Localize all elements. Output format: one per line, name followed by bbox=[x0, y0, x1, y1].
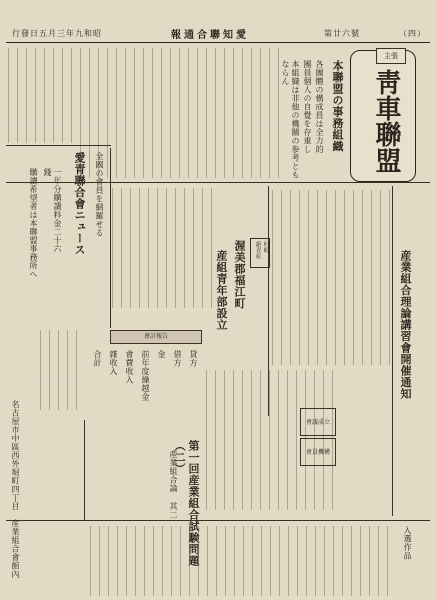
column-rule bbox=[392, 186, 393, 516]
bottom-note: 名古屋市中區西外堀町四丁目 産業組合會館內 bbox=[11, 400, 20, 579]
small-box bbox=[300, 438, 336, 466]
list-item: 雜收入 bbox=[109, 350, 118, 376]
news-note: 購讀希望者は本聯盟事務所へ bbox=[29, 168, 38, 279]
exam-headline: 第一回産業組合試験問題（二） bbox=[173, 440, 200, 567]
list-item: 前年度繰越金 bbox=[141, 350, 150, 401]
masthead-box bbox=[350, 50, 416, 182]
main-headline: 本聯盟の事務組織 bbox=[331, 60, 344, 152]
article-body-left bbox=[8, 48, 76, 143]
article-body-mid bbox=[112, 188, 212, 308]
paper-name: 報通合聯知愛 bbox=[171, 30, 249, 41]
list-item: 會費收入 bbox=[125, 350, 134, 384]
small-box-label: 會員機構 bbox=[305, 449, 330, 456]
sidebar-title: 會計報告 bbox=[143, 333, 168, 340]
right-headline: 産業組合理論講習會開催通知 bbox=[399, 250, 412, 400]
tag-box bbox=[376, 48, 406, 64]
divider bbox=[6, 182, 430, 183]
list-item: 合計 bbox=[93, 350, 102, 367]
small-box bbox=[300, 408, 336, 436]
article-body-bottom bbox=[90, 526, 390, 596]
article-body-right-mid bbox=[272, 190, 392, 365]
village-tag-box bbox=[250, 238, 270, 268]
sidebar-title-box bbox=[110, 330, 202, 344]
date-line: 行發日五月三年九和昭 bbox=[12, 29, 102, 38]
boxed-note: 全國の會員を網羅せる bbox=[95, 152, 104, 237]
list-item: 借方 bbox=[173, 350, 182, 367]
divider bbox=[6, 145, 111, 146]
sub-line-2: 團員個人の自覺を存重し bbox=[303, 60, 312, 154]
list-numbers bbox=[40, 330, 85, 410]
list-item: 金 bbox=[157, 350, 166, 359]
masthead-title: 靑車聯盟 bbox=[371, 69, 401, 173]
news-title: 愛青聯合會ニュース bbox=[73, 152, 86, 256]
tag-label: 主張 bbox=[384, 52, 398, 60]
page-number: （四） bbox=[399, 29, 426, 38]
village-tag: 村町 新青産 bbox=[254, 241, 269, 259]
small-box-label: 會議成立 bbox=[305, 419, 330, 426]
village-headline: 渥美郡福江町 bbox=[233, 240, 246, 309]
divider bbox=[6, 520, 430, 521]
bottom-right-label: 入選作品 bbox=[403, 526, 412, 560]
news-sub: 一年分購讀料金二十六錢 bbox=[43, 168, 62, 253]
page-header bbox=[6, 26, 430, 43]
issue-number: 第廿六號 bbox=[324, 29, 360, 38]
exam-sub: 産業組合論 其二 bbox=[169, 450, 178, 519]
column-rule bbox=[110, 148, 111, 328]
column-rule bbox=[268, 186, 269, 416]
sub-line-1: 各團體の構成員は全力的 bbox=[315, 60, 324, 154]
column-rule bbox=[84, 420, 85, 520]
sub-line-3: 本組織は非他の機關の参考ともならん bbox=[281, 60, 300, 179]
list-item: 貸方 bbox=[189, 350, 198, 367]
youth-headline: 産組青年部設立 bbox=[215, 250, 228, 331]
